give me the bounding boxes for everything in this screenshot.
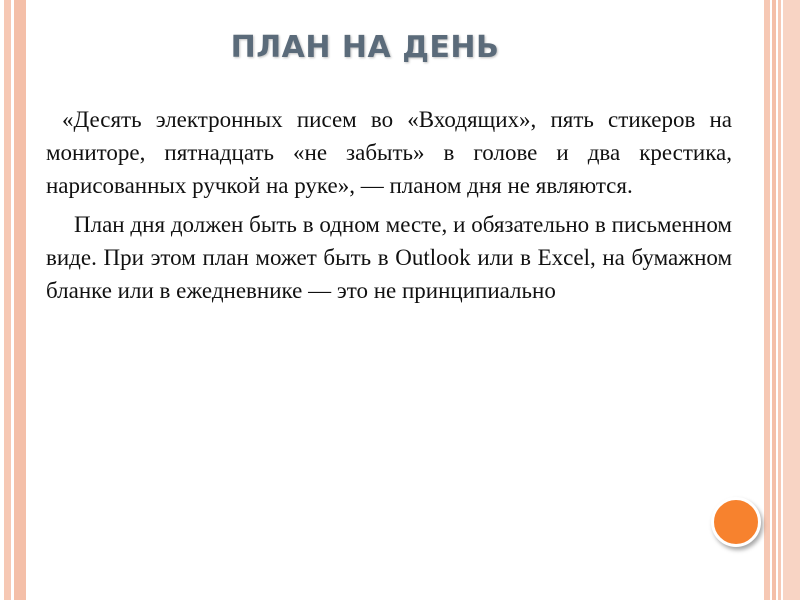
right-border-stripe — [778, 0, 781, 600]
right-decorative-border — [764, 0, 800, 600]
slide-title: ПЛАН НА ДЕНЬ — [230, 30, 500, 65]
orange-circle-decoration — [711, 497, 761, 547]
right-border-stripe — [772, 0, 776, 600]
slide-body — [46, 103, 732, 313]
right-border-stripe — [764, 0, 770, 600]
body-paragraph: План дня должен быть в одном месте, и обязательно в письменном виде. При этом план может быть в Outlook или в Excel, на бумажном бланке или в ежедневнике — это не принципиально — [46, 212, 732, 303]
left-border-stripe — [14, 0, 26, 600]
left-border-stripe — [4, 0, 11, 600]
body-paragraph: «Десять электронных писем во «Входящих», пять стикеров на мониторе, пятнадцать «не забыть» в голове и два крестика, нарисованных ручкой на руке», — планом дня не являются. — [46, 107, 732, 198]
right-border-stripe — [783, 0, 800, 600]
left-decorative-border — [0, 0, 30, 600]
